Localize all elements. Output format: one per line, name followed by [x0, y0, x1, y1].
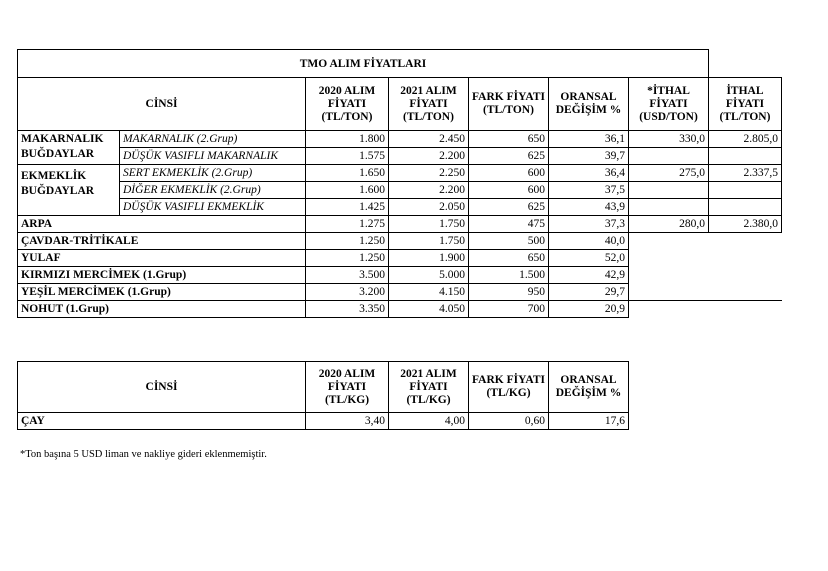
footnote: *Ton başına 5 USD liman ve nakliye gideri eklenmemiştir.	[20, 449, 267, 460]
row-name: ARPA	[18, 216, 306, 233]
cell-percent: 20,9	[549, 301, 629, 318]
header-percent-change: ORANSAL DEĞİŞİM %	[549, 78, 629, 131]
table-row	[18, 250, 782, 267]
cell-percent: 52,0	[549, 250, 629, 267]
table-row	[18, 301, 782, 318]
cell-2021: 1.750	[389, 216, 469, 233]
cell-import-usd	[629, 199, 709, 216]
header-import-tl: İTHAL FİYATI (TL/TON)	[709, 78, 782, 131]
cell-percent: 42,9	[549, 267, 629, 284]
cell-2020: 1.250	[306, 250, 389, 267]
cell-percent: 43,9	[549, 199, 629, 216]
cell-import-tl	[709, 148, 782, 165]
cell-import-usd: 275,0	[629, 165, 709, 182]
row-name: ÇAVDAR-TRİTİKALE	[18, 233, 306, 250]
header-difference: FARK FİYATI (TL/KG)	[469, 362, 549, 413]
cell-percent: 37,3	[549, 216, 629, 233]
category-label: MAKARNALIK BUĞDAYLAR	[18, 131, 120, 165]
cell-2021: 1.750	[389, 233, 469, 250]
cell-import-usd: 330,0	[629, 131, 709, 148]
table-row	[18, 284, 782, 301]
cell-2020: 1.575	[306, 148, 389, 165]
cell-2021: 5.000	[389, 267, 469, 284]
row-name: YULAF	[18, 250, 306, 267]
cell-difference: 650	[469, 131, 549, 148]
row-name: DÜŞÜK VASIFLI EKMEKLİK	[120, 199, 306, 216]
cell-import-usd	[629, 148, 709, 165]
cell-2020: 3.350	[306, 301, 389, 318]
tea-purchase-price-table	[17, 361, 629, 430]
table-row	[18, 165, 782, 182]
row-name: DİĞER EKMEKLİK (2.Grup)	[120, 182, 306, 199]
cell-2021: 2.450	[389, 131, 469, 148]
cell-percent: 40,0	[549, 233, 629, 250]
header-2021-price: 2021 ALIM FİYATI (TL/KG)	[389, 362, 469, 413]
cell-2020: 1.650	[306, 165, 389, 182]
cell-2020: 1.800	[306, 131, 389, 148]
cell-2021: 2.200	[389, 182, 469, 199]
row-name: KIRMIZI MERCİMEK (1.Grup)	[18, 267, 306, 284]
header-difference: FARK FİYATI (TL/TON)	[469, 78, 549, 131]
cell-2021: 4.050	[389, 301, 469, 318]
row-name: MAKARNALIK (2.Grup)	[120, 131, 306, 148]
cell-import-tl	[709, 182, 782, 199]
header-2020-price: 2020 ALIM FİYATI (TL/KG)	[306, 362, 389, 413]
cell-difference: 625	[469, 148, 549, 165]
cell-percent: 39,7	[549, 148, 629, 165]
table-row	[18, 182, 782, 199]
table-row	[18, 267, 782, 284]
cell-percent: 36,1	[549, 131, 629, 148]
table-title: TMO ALIM FİYATLARI	[18, 50, 709, 78]
cell-difference: 475	[469, 216, 549, 233]
header-cinsi: CİNSİ	[18, 78, 306, 131]
header-percent-change: ORANSAL DEĞİŞİM %	[549, 362, 629, 413]
cell-2020: 3.200	[306, 284, 389, 301]
cell-2021: 1.900	[389, 250, 469, 267]
cell-difference: 1.500	[469, 267, 549, 284]
cell-2021: 4,00	[389, 413, 469, 430]
cell-import-tl	[709, 199, 782, 216]
cell-difference: 0,60	[469, 413, 549, 430]
tmo-purchase-price-table	[17, 49, 782, 318]
cell-2020: 3,40	[306, 413, 389, 430]
table-row	[18, 413, 629, 430]
cell-2020: 1.425	[306, 199, 389, 216]
table-row	[18, 233, 782, 250]
cell-percent: 17,6	[549, 413, 629, 430]
row-name: SERT EKMEKLİK (2.Grup)	[120, 165, 306, 182]
cell-2020: 1.600	[306, 182, 389, 199]
row-name: ÇAY	[18, 413, 306, 430]
cell-2021: 2.050	[389, 199, 469, 216]
row-name: YEŞİL MERCİMEK (1.Grup)	[18, 284, 306, 301]
table-row	[18, 148, 782, 165]
cell-import-tl: 2.337,5	[709, 165, 782, 182]
cell-2020: 1.275	[306, 216, 389, 233]
cell-import-tl: 2.805,0	[709, 131, 782, 148]
table-row	[18, 131, 782, 148]
header-import-usd: *İTHAL FİYATI (USD/TON)	[629, 78, 709, 131]
cell-difference: 600	[469, 182, 549, 199]
cell-import-usd: 280,0	[629, 216, 709, 233]
cell-percent: 29,7	[549, 284, 629, 301]
table-row	[18, 199, 782, 216]
cell-2021: 2.250	[389, 165, 469, 182]
row-name: NOHUT (1.Grup)	[18, 301, 306, 318]
table-row	[18, 216, 782, 233]
header-2021-price: 2021 ALIM FİYATI (TL/TON)	[389, 78, 469, 131]
cell-difference: 700	[469, 301, 549, 318]
cell-percent: 36,4	[549, 165, 629, 182]
cell-2020: 3.500	[306, 267, 389, 284]
cell-difference: 650	[469, 250, 549, 267]
header-2020-price: 2020 ALIM FİYATI (TL/TON)	[306, 78, 389, 131]
cell-difference: 600	[469, 165, 549, 182]
cell-difference: 625	[469, 199, 549, 216]
cell-percent: 37,5	[549, 182, 629, 199]
cell-import-tl: 2.380,0	[709, 216, 782, 233]
cell-2021: 2.200	[389, 148, 469, 165]
header-cinsi: CİNSİ	[18, 362, 306, 413]
cell-difference: 500	[469, 233, 549, 250]
cell-difference: 950	[469, 284, 549, 301]
cell-import-usd	[629, 182, 709, 199]
row-name: DÜŞÜK VASIFLI MAKARNALIK	[120, 148, 306, 165]
category-label: EKMEKLİK BUĞDAYLAR	[18, 165, 120, 216]
cell-2021: 4.150	[389, 284, 469, 301]
cell-2020: 1.250	[306, 233, 389, 250]
